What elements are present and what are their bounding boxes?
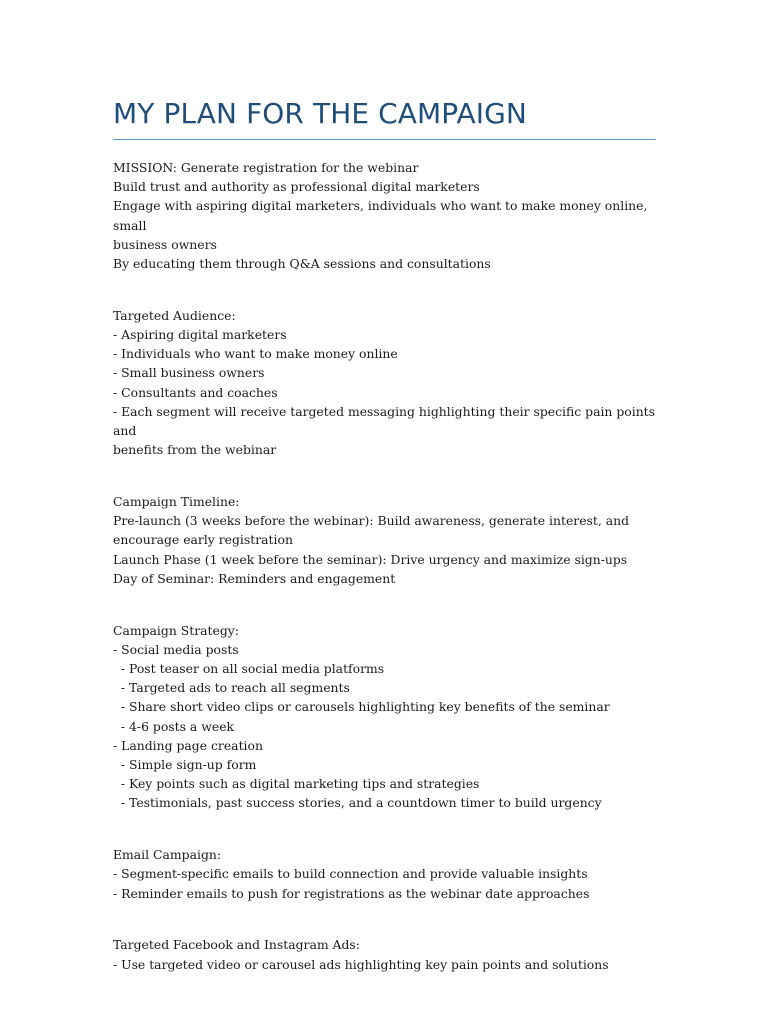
mission-line: Build trust and authority as professional digital marketers	[113, 179, 480, 195]
section-spacer	[113, 588, 658, 621]
page-title: MY PLAN FOR THE CAMPAIGN	[113, 97, 527, 130]
audience-section	[113, 306, 658, 460]
strategy-section	[113, 621, 658, 813]
email-heading: Email Campaign:	[113, 847, 222, 863]
ads-line: - Use targeted video or carousel ads highlighting key pain points and solutions	[113, 956, 609, 972]
strategy-line: - Landing page creation	[113, 737, 263, 753]
mission-line: By educating them through Q&A sessions and consultations	[113, 256, 491, 272]
timeline-line: Day of Seminar: Reminders and engagement	[113, 570, 396, 586]
section-spacer	[113, 273, 658, 306]
strategy-line: - Targeted ads to reach all segments	[113, 680, 350, 696]
audience-line: - Individuals who want to make money online	[113, 346, 398, 362]
timeline-line: Pre-launch (3 weeks before the webinar): Build awareness, generate interest, and	[113, 513, 630, 529]
timeline-section	[113, 492, 658, 588]
section-spacer	[113, 459, 658, 492]
mission-section	[113, 158, 658, 273]
audience-line: - Aspiring digital marketers	[113, 327, 287, 343]
strategy-heading: Campaign Strategy:	[113, 622, 239, 638]
ads-heading: Targeted Facebook and Instagram Ads:	[113, 937, 360, 953]
strategy-line: - Share short video clips or carousels highlighting key benefits of the seminar	[113, 699, 610, 715]
email-section	[113, 845, 658, 903]
ads-section	[113, 935, 658, 973]
email-line: - Segment-specific emails to build connection and provide valuable insights	[113, 866, 588, 882]
strategy-line: - 4-6 posts a week	[113, 718, 235, 734]
mission-line: MISSION: Generate registration for the webinar	[113, 160, 419, 175]
strategy-line: - Testimonials, past success stories, and a countdown timer to build urgency	[113, 795, 602, 811]
mission-line: business owners	[113, 236, 217, 252]
timeline-line: encourage early registration	[113, 532, 293, 548]
audience-line: - Each segment will receive targeted messaging highlighting their specific pain points and	[113, 403, 659, 439]
document-body	[113, 158, 658, 974]
timeline-line: Launch Phase (1 week before the seminar): Drive urgency and maximize sign-ups	[113, 551, 628, 567]
strategy-line: - Social media posts	[113, 641, 239, 657]
strategy-line: - Post teaser on all social media platforms	[113, 661, 385, 677]
email-line: - Reminder emails to push for registrations as the webinar date approaches	[113, 885, 590, 901]
audience-line: - Small business owners	[113, 365, 265, 381]
strategy-line: - Key points such as digital marketing tips and strategies	[113, 776, 480, 792]
strategy-line: - Simple sign-up form	[113, 757, 257, 773]
section-spacer	[113, 813, 658, 846]
audience-line: benefits from the webinar	[113, 442, 277, 458]
audience-line: - Consultants and coaches	[113, 384, 278, 400]
title-underline	[113, 139, 656, 140]
section-spacer	[113, 903, 658, 936]
timeline-heading: Campaign Timeline:	[113, 494, 240, 510]
mission-line: Engage with aspiring digital marketers, individuals who want to make money online, small	[113, 198, 652, 233]
audience-heading: Targeted Audience:	[113, 307, 236, 323]
